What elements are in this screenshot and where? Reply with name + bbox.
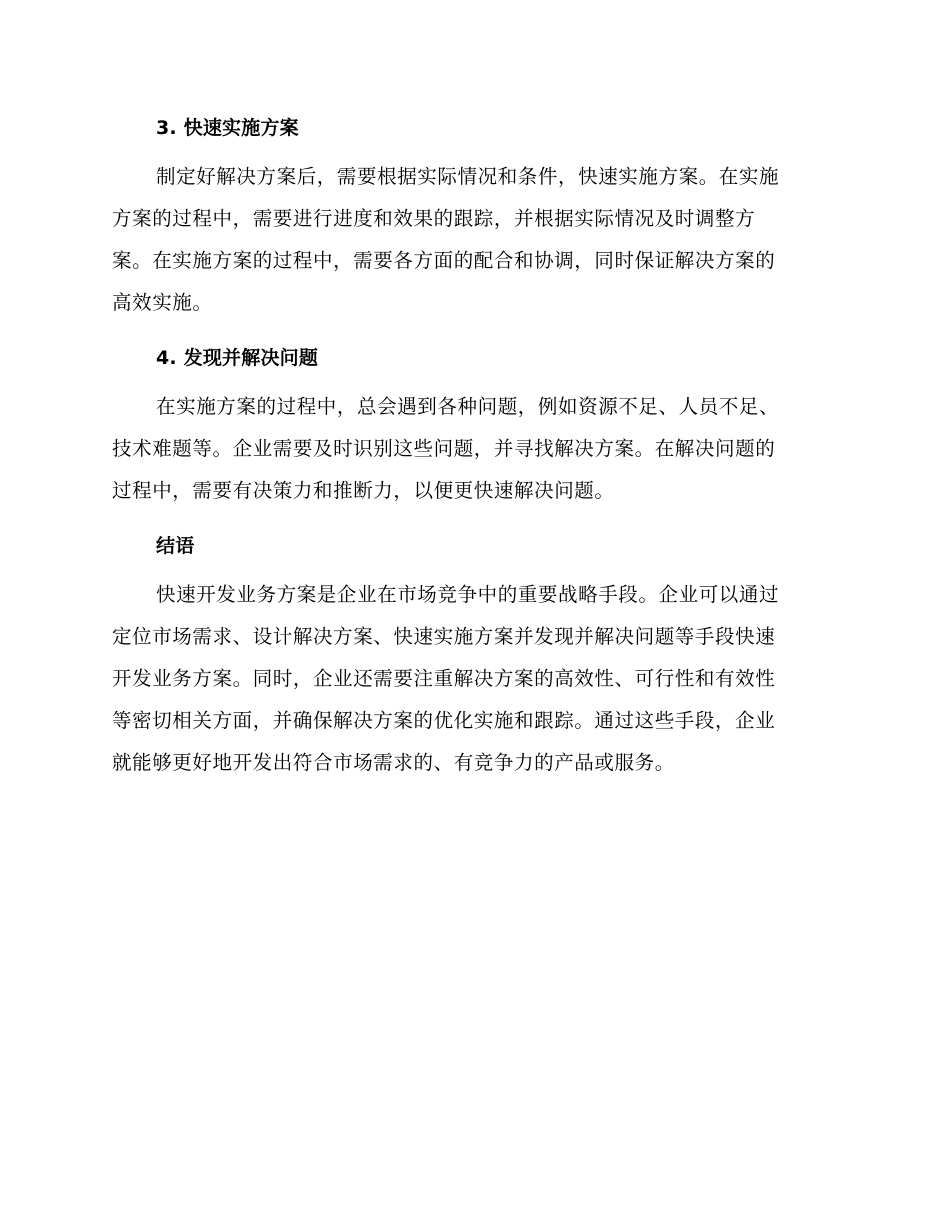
section-heading: 4. 发现并解决问题 (156, 347, 319, 369)
section-heading: 3. 快速实施方案 (156, 117, 299, 139)
paragraph-line: 就能够更好地开发出符合市场需求的、有竞争力的产品或服务。 (112, 751, 675, 774)
document-page (112, 108, 830, 798)
paragraph-line: 制定好解决方案后，需要根据实际情况和条件，快速实施方案。在实施 (156, 165, 780, 188)
section-paragraph (112, 156, 830, 324)
section-heading: 结语 (156, 535, 195, 557)
section-quick-implementation (112, 108, 830, 324)
section-conclusion (112, 526, 830, 784)
paragraph-line: 高效实施。 (112, 291, 213, 314)
paragraph-line: 等密切相关方面，并确保解决方案的优化实施和跟踪。通过这些手段，企业 (112, 709, 776, 732)
section-paragraph (112, 386, 830, 512)
paragraph-line: 过程中，需要有决策力和推断力，以便更快速解决问题。 (112, 479, 615, 502)
section-paragraph (112, 574, 830, 784)
paragraph-line: 技术难题等。企业需要及时识别这些问题，并寻找解决方案。在解决问题的 (112, 437, 776, 460)
section-find-and-solve-problems (112, 338, 830, 512)
paragraph-line: 方案的过程中，需要进行进度和效果的跟踪，并根据实际情况及时调整方 (112, 207, 756, 230)
paragraph-line: 开发业务方案。同时，企业还需要注重解决方案的高效性、可行性和有效性 (112, 667, 776, 690)
paragraph-line: 在实施方案的过程中，总会遇到各种问题，例如资源不足、人员不足、 (156, 395, 780, 418)
paragraph-line: 案。在实施方案的过程中，需要各方面的配合和协调，同时保证解决方案的 (112, 249, 776, 272)
paragraph-line: 定位市场需求、设计解决方案、快速实施方案并发现并解决问题等手段快速 (112, 625, 776, 648)
paragraph-line: 快速开发业务方案是企业在市场竞争中的重要战略手段。企业可以通过 (156, 583, 780, 606)
